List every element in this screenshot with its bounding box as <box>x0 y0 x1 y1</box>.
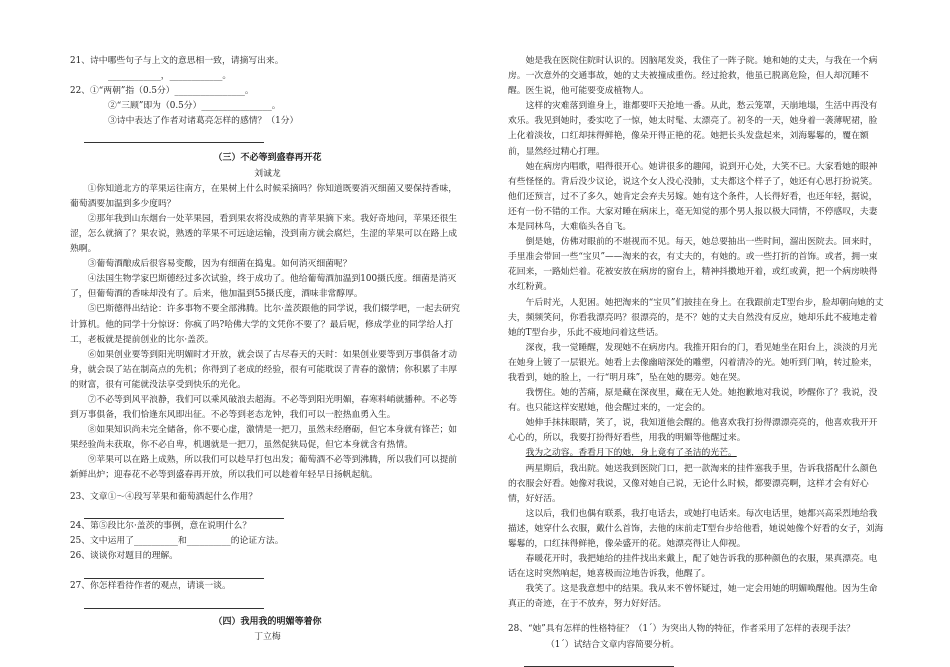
paragraph: 倒是她，仿佛对眼前的不堪视而不见。每天，她总要抽出一些时间，溜出医院去。回来时，手里准会带回一些“宝贝”——淘来的衣，有丈夫的，有她的。或一些打折的首饰。或者，拥一束花回来，一路灿烂着。花被安放在病房的窗台上，精神抖擞地开着，或红或黄，把一个病房映得水红粉黄。 <box>508 237 878 293</box>
paragraph: 她在病房内唱歌，唱得很开心。她讲很多的趣闻，说到开心处，大笑不已。大家看她的眼神有些怪怪的。背后没少议论，说这个女人没心没肺，丈夫都这个样子了，她还有心思打扮说笑。他们还预言，过不了多久，她肯定会弃夫另嫁。她有这个条件，人长得好看，也还年轻，据说，还有一份不错的工作。大家对睡在病床上，毫无知觉的那个男人报以极大同情，不停感叹，夫妻本是同林鸟，大难临头各自飞。 <box>508 161 878 233</box>
paragraph: 她伸手抹抹眼睛，笑了，说，我知道他会醒的。他喜欢我打扮得漂漂亮亮的，他喜欢我开开心心的，所以，我要打扮得好看些，用我的明媚等他醒过来。 <box>508 418 878 444</box>
section-3-author: 刘诚龙 <box>254 168 281 179</box>
question-25: 25、文中运用了__________和__________的论证方法。 <box>70 535 284 546</box>
section-3-title: （三）不必等到盛春再开花 <box>213 153 322 164</box>
section-4-author: 丁立梅 <box>254 632 281 643</box>
paragraph: ①你知道北方的苹果运往南方，在果树上什么时候采摘吗？你知道既要消灭细菌又要保持香味，葡萄酒要加温到多少度吗？ <box>70 183 458 209</box>
question-28: 28、“她”具有怎样的性格特征？（1´）为突出人物的特征，作者采用了怎样的表现手法？ <box>508 624 855 635</box>
paragraph: ③葡萄酒酿成后很容易变酸，因为有细菌在捣鬼。如何消灭细菌呢？ <box>87 259 352 270</box>
paragraph: 深夜，我一觉睡醒，发现她不在病房内。我推开阳台的门，看见她坐在阳台上，淡淡的月光在她身上镀了一层银光。她看上去像幽暗深处的雕塑，闪着清冷的光。她听到门响，转过脸来，我看到，她的脸上，一行“明月珠”，坠在她的腮旁。她在哭。 <box>508 342 878 383</box>
question-26: 26、谈谈你对题目的理解。 <box>70 550 178 561</box>
section-4-title: （四）我用我的明媚等着你 <box>213 617 322 627</box>
paragraph: ④法国生物学家巴斯德经过多次试验，终于成功了。他给葡萄酒加温到100摄氏度。细菌是消灭了，但葡萄酒的香味却没有了。后来，他加温到55摄氏度，酒味非常醇厚。 <box>70 274 457 300</box>
question-22-2: ②“三顾”即为（0.5分）________________。 <box>108 101 281 112</box>
answer-line <box>84 598 264 609</box>
answer-line <box>84 508 284 519</box>
underlined-sentence: 我为之动容。香看月下的她，身上竟有了圣洁的光芒。 <box>525 448 737 459</box>
question-23: 23、文章①～④段写苹果和葡萄酒起什么作用？ <box>70 491 258 502</box>
paragraph: 她是我在医院住院时认识的。因脑尾发炎，我住了一阵子院。她和她的丈夫，与我在一个病房。一次意外的交通事故，她的丈夫被撞成重伤。经过抢救，他虽已脱离危险，但人却沉睡不醒。医生说，他可能要变成植物人。 <box>508 56 878 97</box>
question-22-1: 22、①“两朝”指（0.5分）________________。 <box>70 86 254 97</box>
paragraph: ⑧如果知识尚未完全储备，你不要心虚，激情是一把刀，虽然未经磨砺，但它本身就有锋芒；如果经验尚未获取，你不必自卑，机遇就是一把刀，虽然促狭局促，但它本身就含有热情。 <box>70 425 458 451</box>
question-21: 21、诗中哪些句子与上文的意思相一致，请摘写出来。 <box>70 56 284 66</box>
question-24: 24、第⑤段比尔·盖茨的事例，意在说明什么？ <box>70 520 252 531</box>
paragraph: 我笑了。这是我意想中的结果。我从来不曾怀疑过，她一定会用她的明媚唤醒他。因为生命真正的奇迹，在于不放弃，努力好好活。 <box>508 584 878 610</box>
question-21-blanks: ____________，____________。 <box>108 71 232 82</box>
paragraph: ②那年我到山东烟台一处苹果园，看到果农将没成熟的青苹果摘下来。我好奇地问，苹果还很生涩，怎么就摘了？果农说，熟透的苹果不可远途运输，没到南方就会腐烂，生涩的苹果可以在路上成熟啊。 <box>70 213 458 255</box>
question-22-3: ③诗中表达了作者对诸葛亮怎样的感情？（1分） <box>108 116 299 127</box>
paragraph: ⑨苹果可以在路上成熟，所以我们可以趁早打包出发；葡萄酒不必等到沸腾，所以我们可以提前新鲜出炉；迎春花不必等到盛春再开放，所以我们可以趁着年轻早日扬帆起航。 <box>70 455 458 481</box>
right-column <box>508 54 884 667</box>
answer-line <box>84 132 264 143</box>
question-28-sub: （1´）试结合文章内容简要分析。 <box>546 639 680 650</box>
paragraph: 两星期后，我出院。她送我到医院门口，把一款淘来的挂件塞我手里，告诉我搭配什么颜色的衣服会好看。她像对我说，又像对她自己说，无论什么时候，都要漂亮啊，这样才会有好心情，好好活。 <box>508 463 878 504</box>
question-27: 27、你怎样看待作者的观点，请谈一谈。 <box>70 580 231 591</box>
answer-line <box>524 656 674 667</box>
paragraph: ⑦不必等到风平浪静，我们可以乘风破浪去超海。不必等到阳光明媚，春寒料峭就播种。不必等到万事俱备，我们恰逢东风即出征。不必等到老态龙钟，我们可以一腔热血勇入生。 <box>70 394 458 421</box>
paragraph: 春暖花开时，我把她给的挂件找出来戴上，配了她告诉我的那种颜色的衣服，果真漂亮。电话在这时突然响起，她喜极而泣地告诉我，他醒了。 <box>508 554 878 580</box>
paragraph: 我愣住。她的苦痛，原是藏在深夜里，藏在无人处。她抱歉地对我说，吵醒你了？我说，没有。也只能这样安慰她，他会醒过来的，一定会的。 <box>508 388 878 414</box>
paragraph: 午后时光，人犯困。她把淘来的“宝贝”们披挂在身上。在我跟前走T型台步，脸却朝向她的丈夫，频频笑问，你看我漂亮吗？很漂亮的，是不？她的丈夫自然没有反应，她却乐此不疲地走着她的T型台步，乐此不疲地问着这些话。 <box>508 297 884 338</box>
paragraph: 这以后，我们也偶有联系，我打电话去，或她打电话来。每次电话里，她都兴高采烈地给我描述，她穿什么衣服，戴什么首饰，去他的床前走T型台步给他看，她说她像个好看的女子，刘海鬈鬈的，口红抹得鲜艳，像朵盛开的花。她漂亮得让人仰视。 <box>508 508 884 549</box>
paragraph: ⑤巴斯德得出结论：许多事物不要全部沸腾。比尔·盖茨跟他的同学说，我们辍学吧，一起去研究计算机。他的同学十分惊讶：你疯了吗?哈佛大学的文凭你不要了？最后呢，修成学业的同学给人打工，老板就是提前创业的比尔·盖茨。 <box>70 304 460 345</box>
left-column <box>70 54 465 645</box>
paragraph: ⑥如果创业要等到阳光明媚时才开放，就会误了古尽春天的天时：如果创业要等到万事俱备才动身，就会误了站在制高点的先机；你得到了老成的经验，很有可能耽误了青春的激情；你积累了丰厚的财富，很有可能就没法享受到快乐的光化。 <box>70 349 458 390</box>
paragraph: 这样的灾难落到谁身上，谁都要吓天抢地一番。从此，愁云笼罩，天崩地塌，生活中再没有欢乐。我见到她时，委实吃了一惊，她太时髦、太漂亮了。初冬的一天，她身着一袭薄呢裙，脸上化着淡妆，口红却抹得鲜艳，像朵开得正艳的花。她把长头发盘起来，刘海鬈鬈的，覆在额前，显然经过精心打理。 <box>508 101 878 157</box>
answer-line <box>84 568 264 579</box>
